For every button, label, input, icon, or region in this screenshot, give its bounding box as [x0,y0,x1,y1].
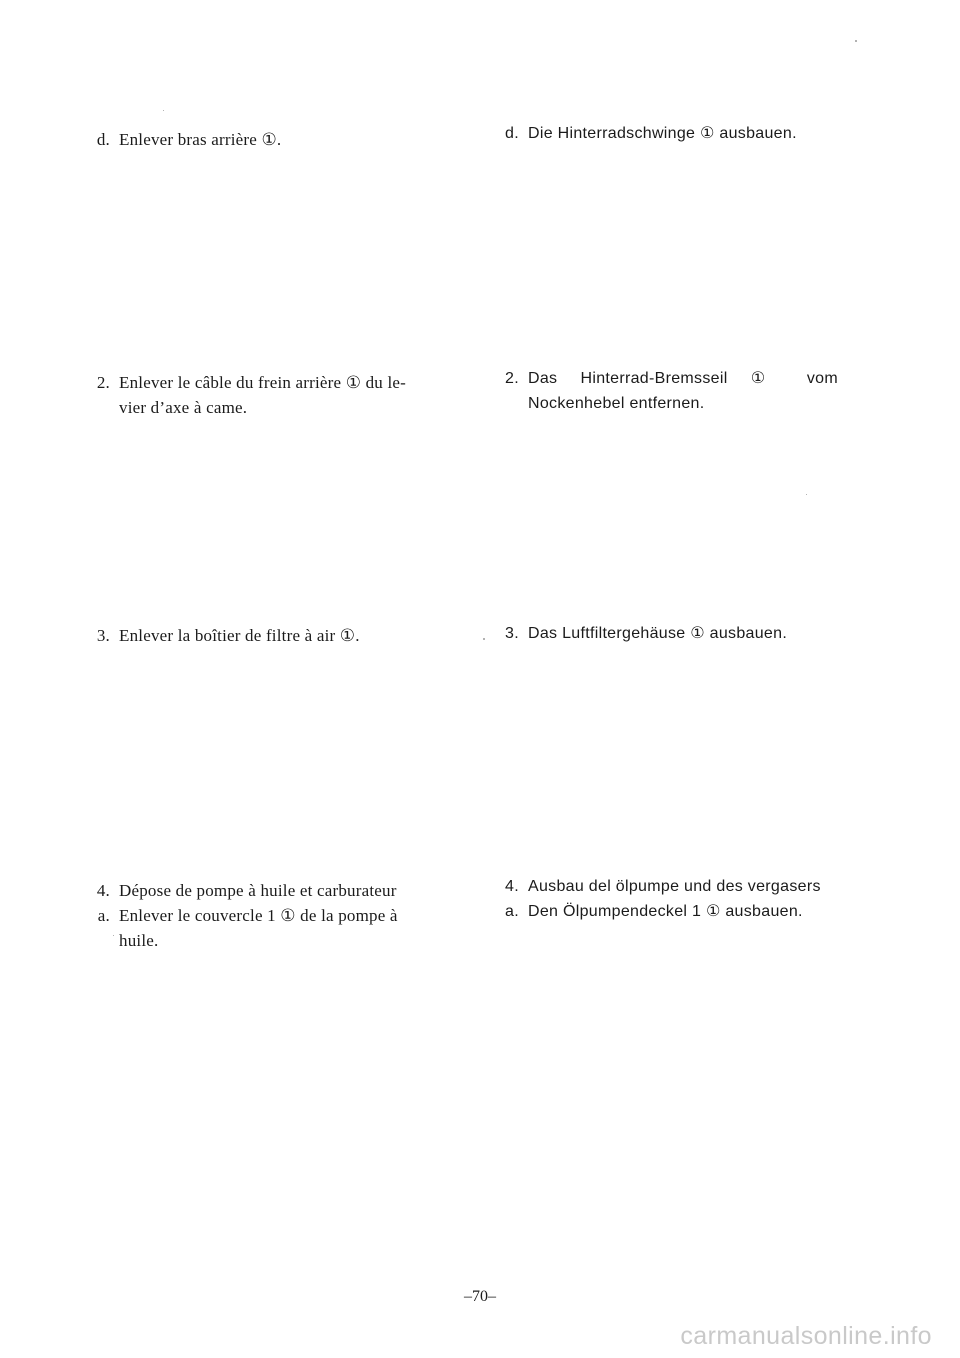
french-step-d [80,127,460,152]
step-number: 4. [96,881,110,900]
step-text: Enlever le câble du frein arrière ① du le- [119,373,406,392]
step-number: d. [505,125,519,142]
substep-text-continued: huile. [119,931,159,950]
step-text: Enlever bras arrière ①. [119,130,282,149]
french-step-2 [80,370,460,420]
substep-text: Enlever le couvercle 1 ① de la pompe à [119,906,398,925]
scan-speck [855,40,857,42]
step-text: Das Luftfiltergehäuse ① ausbauen. [528,625,788,642]
substep-text: Den Ölpumpendeckel 1 ① ausbauen. [528,903,803,920]
step-number: 3. [96,626,110,645]
scan-speck [163,110,164,111]
scan-speck [113,935,114,936]
step-text: Ausbau del ölpumpe und des vergasers [528,878,821,895]
step-text: Enlever la boîtier de filtre à air ①. [119,626,360,645]
step-number: 3. [505,625,519,642]
substep-letter: a. [505,903,519,920]
substep-letter: a. [97,906,110,925]
step-number: 4. [505,878,519,895]
german-step-4 [489,874,869,924]
german-step-3 [489,621,869,646]
french-step-3 [80,623,460,648]
step-number: 2. [96,373,110,392]
step-number: d. [96,130,110,149]
scan-speck [483,638,485,640]
watermark: carmanualsonline.info [680,1322,932,1350]
step-text: Die Hinterradschwinge ① ausbauen. [528,125,797,142]
german-step-d [489,121,869,146]
page-number: –70– [464,1288,496,1305]
step-text-continued: Nockenhebel entfernen. [528,395,705,412]
step-text: Das Hinterrad-Bremsseil ① vom [528,370,838,387]
step-text-continued: vier d’axe à came. [119,398,248,417]
german-step-2 [489,366,869,416]
scan-speck [806,494,807,495]
french-step-4 [80,878,460,953]
step-number: 2. [505,370,519,387]
step-text: Dépose de pompe à huile et carburateur [119,881,397,900]
